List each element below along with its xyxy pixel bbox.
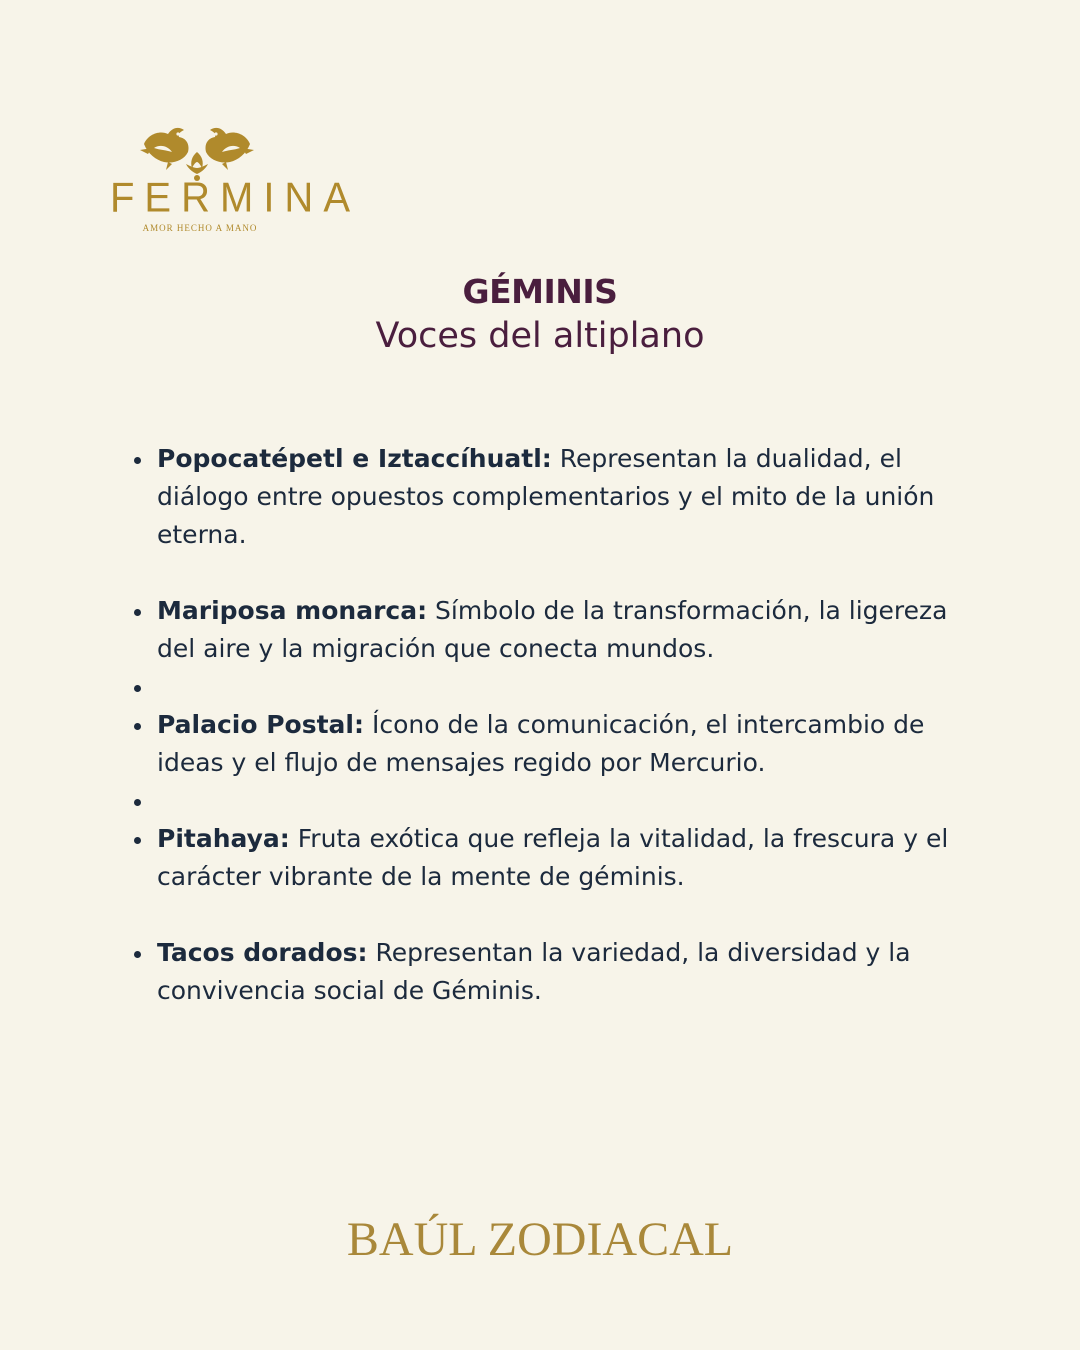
item-description: Representan la dualidad, el diálogo entre opuestos complementarios y el mito de la unión eterna. (157, 444, 935, 549)
item-term: Pitahaya: (157, 824, 290, 853)
item-term: Popocatépetl e Iztaccíhuatl: (157, 444, 552, 473)
sign-title: GÉMINIS (462, 272, 618, 311)
item-description: Ícono de la comunicación, el intercambio de ideas y el flujo de mensajes regido por Mercurio. (157, 710, 925, 777)
list-item (130, 592, 980, 668)
item-term: Tacos dorados: (157, 938, 368, 967)
empty-list-item (130, 782, 980, 820)
brand-tagline: AMOR HECHO A MANO (142, 223, 258, 233)
empty-list-item (130, 668, 980, 706)
brand-logo (110, 120, 360, 240)
symbols-list (130, 440, 980, 1010)
item-description: Representan la variedad, la diversidad y la convivencia social de Géminis. (157, 938, 911, 1005)
item-term: Mariposa monarca: (157, 596, 428, 625)
list-item (130, 820, 980, 896)
item-description: Fruta exótica que refleja la vitalidad, la frescura y el carácter vibrante de la mente de géminis. (157, 824, 949, 891)
list-item (130, 440, 980, 554)
list-item (130, 934, 980, 1010)
list-item (130, 706, 980, 782)
item-description: Símbolo de la transformación, la ligereza del aire y la migración que conecta mundos. (157, 596, 948, 663)
brand-name: FERMINA (110, 174, 360, 222)
title-block (0, 270, 1080, 358)
sign-subtitle: Voces del altiplano (375, 316, 705, 356)
item-term: Palacio Postal: (157, 710, 364, 739)
footer-title: BAÚL ZODIACAL (346, 1213, 734, 1266)
